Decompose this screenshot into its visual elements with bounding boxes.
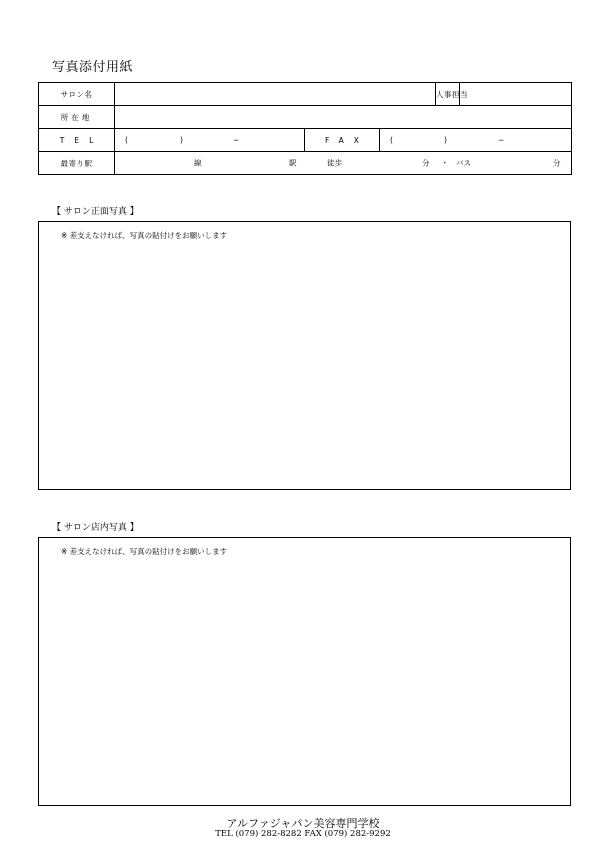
staff-field[interactable] xyxy=(460,83,572,106)
front-photo-note: ※ 差支えなければ、写真の貼付けをお願いします xyxy=(61,231,228,240)
front-photo-heading: 【 サロン正面写真 】 xyxy=(52,207,139,217)
station-field[interactable] xyxy=(115,152,572,175)
station-suffix: 駅 xyxy=(289,158,297,168)
fax-close-paren: ) xyxy=(444,135,447,145)
station-label: 最寄り駅 xyxy=(39,152,115,175)
tel-label: TEL xyxy=(39,129,115,152)
phone-row xyxy=(39,129,572,152)
tel-field[interactable] xyxy=(115,129,305,152)
station-row xyxy=(39,152,572,175)
fax-field[interactable] xyxy=(380,129,572,152)
address-label: 所在地 xyxy=(39,106,115,129)
tel-close-paren: ) xyxy=(180,135,183,145)
school-contact: TEL (079) 282-8282 FAX (079) 282-9292 xyxy=(215,829,391,839)
salon-name-field[interactable] xyxy=(115,83,436,106)
address-field[interactable] xyxy=(115,106,572,129)
salon-name-row xyxy=(39,83,572,106)
tel-open-paren: ( xyxy=(125,135,128,145)
fax-open-paren: ( xyxy=(390,135,393,145)
school-name: アルファジャパン美容専門学校 xyxy=(226,817,380,830)
staff-label: 人事担当 xyxy=(436,83,460,106)
document-title: 写真添付用紙 xyxy=(52,60,134,75)
walk-label: 徒歩 xyxy=(327,158,342,168)
interior-photo-area[interactable] xyxy=(38,537,571,806)
line-suffix: 線 xyxy=(194,158,202,168)
interior-photo-heading: 【 サロン店内写真 】 xyxy=(52,523,139,533)
salon-name-label: サロン名 xyxy=(39,83,115,106)
interior-photo-note: ※ 差支えなければ、写真の貼付けをお願いします xyxy=(61,547,228,556)
fax-label: FAX xyxy=(305,129,380,152)
bus-label: バス xyxy=(456,158,471,168)
bus-minutes-unit: 分 xyxy=(553,158,561,168)
fax-dash: − xyxy=(498,135,505,145)
salon-info-table xyxy=(38,82,572,175)
address-row xyxy=(39,106,572,129)
tel-dash: − xyxy=(233,135,240,145)
separator-dot: ・ xyxy=(441,158,449,168)
front-photo-area[interactable] xyxy=(38,221,571,490)
walk-minutes-unit: 分 xyxy=(422,158,430,168)
